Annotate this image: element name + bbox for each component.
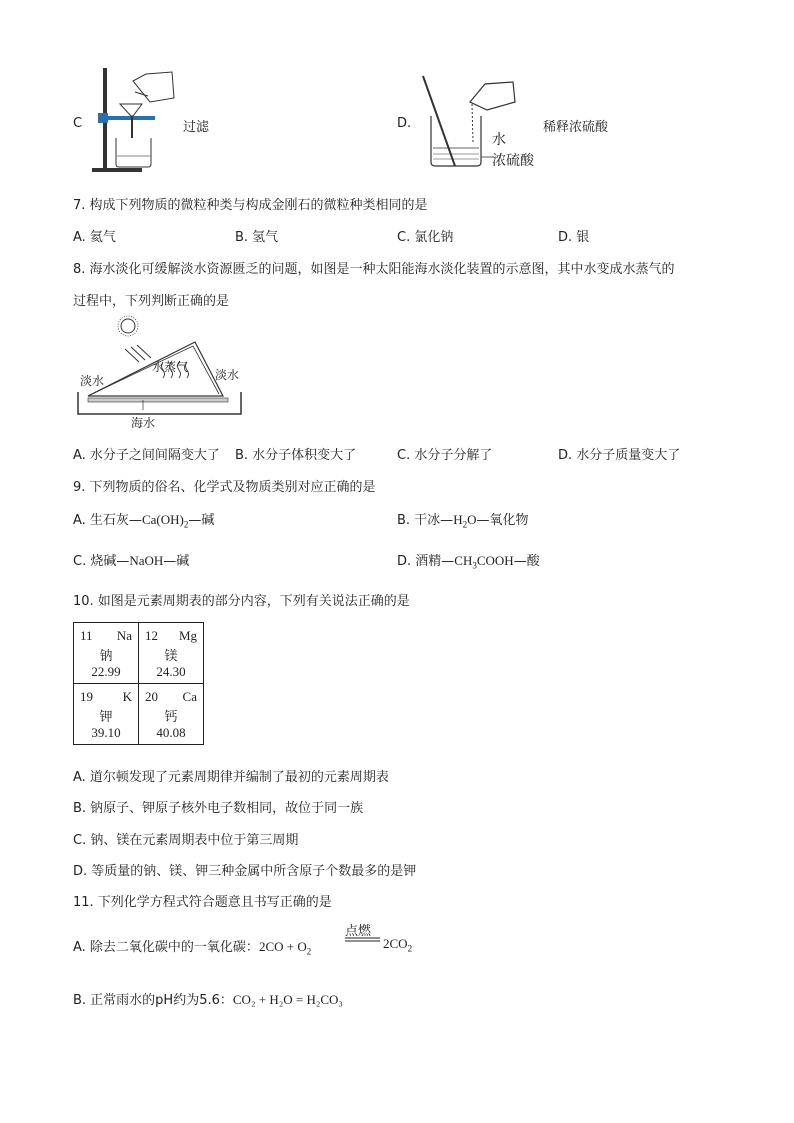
- q11-option-a: A. 除去二氧化碳中的一氧化碳：$2CO + O_2$: [73, 939, 312, 957]
- q8-option-a: A. 水分子之间间隔变大了: [73, 448, 220, 463]
- q10-option-b: B. 钠原子、钾原子核外电子数相同，故位于同一族: [73, 801, 364, 816]
- q11-a-equals-sign: [345, 937, 380, 943]
- q9-option-a: A. 生石灰$—Ca(OH)_2—$碱: [73, 512, 215, 530]
- q10-option-a: A. 道尔顿发现了元素周期律并编制了最初的元素周期表: [73, 770, 389, 785]
- option-c-letter: C: [73, 116, 83, 131]
- q9-option-b: B. 干冰$—H_2O—$氧化物: [397, 512, 529, 530]
- q9-option-d: D. 酒精$—CH_3COOH—$酸: [397, 553, 540, 571]
- fig-fresh-water-left: 淡水: [80, 374, 105, 388]
- periodic-table-excerpt: [73, 622, 204, 745]
- q9-option-c: C. 烧碱—NaOH—碱: [73, 553, 190, 569]
- q8-stem-line2: 过程中，下列判断正确的是: [73, 294, 230, 309]
- filtration-apparatus-figure: [90, 66, 185, 176]
- q8-option-d: D. 水分子质量变大了: [558, 448, 681, 463]
- q11-a-product: $2CO_2$: [383, 936, 413, 954]
- q11-a-condition: 点燃: [345, 924, 372, 939]
- option-d-letter: D.: [397, 116, 412, 131]
- q11-stem: 11. 下列化学方程式符合题意且书写正确的是: [73, 895, 332, 910]
- q7-option-b: B. 氢气: [235, 230, 279, 245]
- q7-stem: 7. 构成下列物质的微粒种类与构成金刚石的微粒种类相同的是: [73, 198, 428, 213]
- q7-option-a: A. 氦气: [73, 230, 116, 245]
- q10-option-c: C. 钠、镁在元素周期表中位于第三周期: [73, 833, 299, 848]
- q8-option-c: C. 水分子分解了: [397, 448, 493, 463]
- q10-option-d: D. 等质量的钠、镁、钾三种金属中所含原子个数最多的是钾: [73, 864, 417, 879]
- element-cell-mg: 12 Mg 镁 24.30: [139, 623, 204, 684]
- element-cell-na: 11 Na 钠 22.99: [74, 623, 139, 684]
- q7-option-c: C. 氯化钠: [397, 230, 454, 245]
- option-d-label: 稀释浓硫酸: [543, 120, 609, 135]
- element-cell-k: 19 K 钾 39.10: [74, 684, 139, 745]
- option-c-label: 过滤: [183, 120, 210, 135]
- fig-fresh-water-right: 淡水: [215, 368, 240, 382]
- acid-label: 浓硫酸: [492, 153, 534, 169]
- q11-option-b: B. 正常雨水的pH约为5.6：CO₂ + H₂O = H₂CO₃: [73, 992, 343, 1008]
- fig-water-vapor: 水蒸气: [152, 360, 189, 374]
- water-label: 水: [492, 132, 506, 148]
- q8-stem-line1: 8. 海水淡化可缓解淡水资源匮乏的问题，如图是一种太阳能海水淡化装置的示意图，其中水变成水蒸气的: [73, 262, 675, 277]
- element-cell-ca: 20 Ca 钙 40.08: [139, 684, 204, 745]
- fig-sea-water: 海水: [131, 416, 156, 430]
- q10-stem: 10. 如图是元素周期表的部分内容，下列有关说法正确的是: [73, 594, 410, 609]
- q7-option-d: D. 银: [558, 230, 590, 245]
- q8-option-b: B. 水分子体积变大了: [235, 448, 357, 463]
- q9-stem: 9. 下列物质的俗名、化学式及物质类别对应正确的是: [73, 480, 376, 495]
